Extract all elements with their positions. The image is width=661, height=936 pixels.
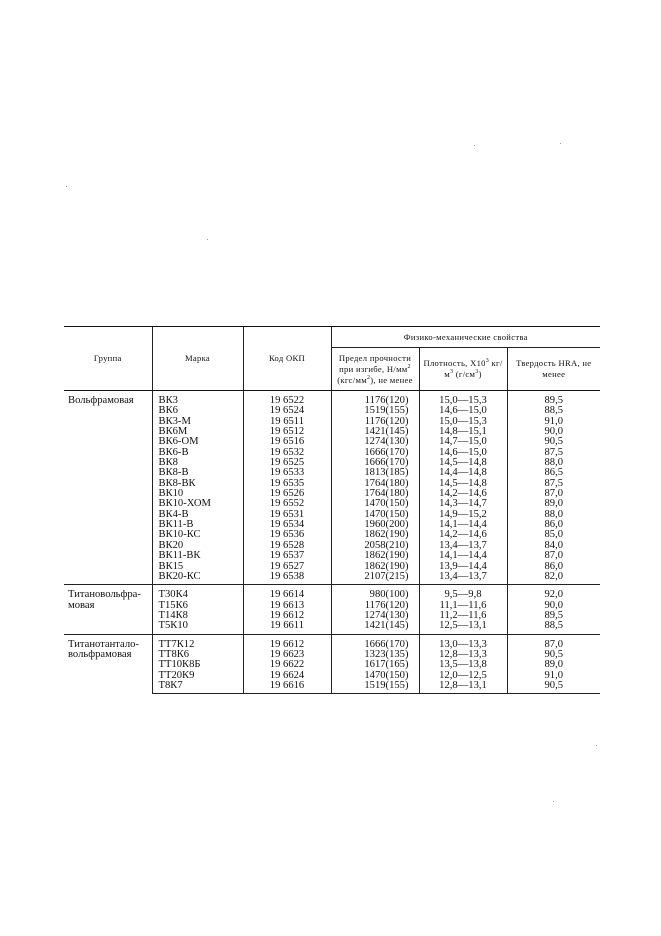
strength-cell: 1274(130) — [331, 437, 419, 447]
strength-cell: 1960(200) — [331, 520, 419, 530]
code-cell: 19 6534 — [243, 520, 331, 530]
density-cell: 14,5—14,8 — [419, 458, 507, 468]
mark-cell: ВК11-В — [152, 520, 243, 530]
density-cell: 12,0—12,5 — [419, 671, 507, 681]
header-code: Код ОКП — [243, 327, 331, 391]
hardness-cell: 90,0 — [507, 601, 600, 611]
code-cell: 19 6623 — [243, 650, 331, 660]
mark-cell: ТТ20К9 — [152, 671, 243, 681]
hardness-cell: 90,5 — [507, 650, 600, 660]
density-cell: 14,2—14,6 — [419, 489, 507, 499]
strength-cell: 2058(210) — [331, 541, 419, 551]
table-header — [64, 327, 600, 391]
code-cell: 19 6552 — [243, 499, 331, 509]
hardness-cell: 88,0 — [507, 458, 600, 468]
mark-cell: ВК6 — [152, 406, 243, 416]
mark-cell: ВК11-ВК — [152, 551, 243, 561]
mark-cell: ВК4-В — [152, 510, 243, 520]
density-cell: 14,9—15,2 — [419, 510, 507, 520]
mark-cell: Т8К7 — [152, 681, 243, 694]
hardness-cell: 87,0 — [507, 634, 600, 650]
hardness-cell: 89,0 — [507, 499, 600, 509]
code-cell: 19 6613 — [243, 601, 331, 611]
hardness-cell: 87,0 — [507, 489, 600, 499]
code-cell: 19 6512 — [243, 427, 331, 437]
code-cell: 19 6616 — [243, 681, 331, 694]
header-mark: Марка — [152, 327, 243, 391]
strength-cell: 1470(150) — [331, 671, 419, 681]
code-cell: 19 6511 — [243, 417, 331, 427]
table-row — [64, 585, 600, 601]
mark-cell: ВК8-ВК — [152, 479, 243, 489]
hardness-cell: 85,0 — [507, 530, 600, 540]
mark-cell: ТТ10К8Б — [152, 660, 243, 670]
hardness-cell: 86,5 — [507, 468, 600, 478]
strength-cell: 2107(215) — [331, 572, 419, 585]
code-cell: 19 6526 — [243, 489, 331, 499]
mark-cell: ВК20 — [152, 541, 243, 551]
mark-cell: Т15К6 — [152, 601, 243, 611]
strength-cell: 1666(170) — [331, 634, 419, 650]
density-cell: 12,8—13,3 — [419, 650, 507, 660]
mark-cell: Т30К4 — [152, 585, 243, 601]
mark-cell: ТТ8К6 — [152, 650, 243, 660]
density-cell: 11,1—11,6 — [419, 601, 507, 611]
hardness-cell: 86,0 — [507, 562, 600, 572]
density-cell: 14,3—14,7 — [419, 499, 507, 509]
header-properties: Физико-механические свойства — [331, 327, 600, 348]
group-name: Вольфрамовая — [68, 395, 134, 406]
scan-speck — [474, 145, 475, 146]
hardness-cell: 88,5 — [507, 621, 600, 634]
code-cell: 19 6522 — [243, 391, 331, 407]
hardness-cell: 87,0 — [507, 551, 600, 561]
header-strength: Предел прочности при изгибе, $Н/мм^2$ $(кгс/мм^2)$, не менее — [331, 348, 419, 391]
row-group — [64, 634, 600, 694]
hardness-cell: 88,0 — [507, 510, 600, 520]
code-cell: 19 6612 — [243, 611, 331, 621]
mark-cell: ВК8-В — [152, 468, 243, 478]
density-cell: 14,4—14,8 — [419, 468, 507, 478]
density-cell: 13,0—13,3 — [419, 634, 507, 650]
header-hardness: Твердость HRA, не менее — [507, 348, 600, 391]
strength-cell: 1176(120) — [331, 417, 419, 427]
mark-cell: ВК10-ХОМ — [152, 499, 243, 509]
strength-cell: 1666(170) — [331, 458, 419, 468]
group-name: Титановольфра-мовая — [64, 585, 152, 634]
strength-cell: 1519(155) — [331, 681, 419, 694]
hardness-cell: 91,0 — [507, 417, 600, 427]
hardness-cell: 82,0 — [507, 572, 600, 585]
strength-cell: 1323(135) — [331, 650, 419, 660]
hardness-cell: 86,0 — [507, 520, 600, 530]
strength-cell: 1666(170) — [331, 448, 419, 458]
density-cell: 14,1—14,4 — [419, 551, 507, 561]
hardness-cell: 89,0 — [507, 660, 600, 670]
code-cell: 19 6614 — [243, 585, 331, 601]
strength-cell: 1862(190) — [331, 562, 419, 572]
row-group — [64, 391, 600, 585]
code-cell: 19 6533 — [243, 468, 331, 478]
density-cell: 14,6—15,0 — [419, 406, 507, 416]
density-cell: 15,0—15,3 — [419, 417, 507, 427]
hardness-cell: 90,0 — [507, 427, 600, 437]
code-cell: 19 6538 — [243, 572, 331, 585]
scan-speck — [207, 239, 208, 240]
mark-cell: ВК3 — [152, 391, 243, 407]
density-cell: 13,5—13,8 — [419, 660, 507, 670]
strength-cell: 1813(185) — [331, 468, 419, 478]
strength-cell: 1470(150) — [331, 510, 419, 520]
hardness-cell: 89,5 — [507, 611, 600, 621]
strength-cell: 1764(180) — [331, 479, 419, 489]
density-cell: 13,4—13,7 — [419, 541, 507, 551]
density-cell: 14,7—15,0 — [419, 437, 507, 447]
strength-cell: 1862(190) — [331, 551, 419, 561]
mark-cell: ВК15 — [152, 562, 243, 572]
hardness-cell: 90,5 — [507, 681, 600, 694]
code-cell: 19 6612 — [243, 634, 331, 650]
scan-speck — [596, 745, 597, 746]
header-group: Группа — [64, 327, 152, 391]
strength-cell: 1764(180) — [331, 489, 419, 499]
density-cell: 15,0—15,3 — [419, 391, 507, 407]
strength-cell: 1421(145) — [331, 427, 419, 437]
mark-cell: ВК6М — [152, 427, 243, 437]
code-cell: 19 6624 — [243, 671, 331, 681]
code-cell: 19 6611 — [243, 621, 331, 634]
code-cell: 19 6537 — [243, 551, 331, 561]
hardness-cell: 87,5 — [507, 479, 600, 489]
hardness-cell: 87,5 — [507, 448, 600, 458]
strength-cell: 1176(120) — [331, 601, 419, 611]
code-cell: 19 6528 — [243, 541, 331, 551]
density-cell: 13,4—13,7 — [419, 572, 507, 585]
hardness-cell: 90,5 — [507, 437, 600, 447]
mark-cell: ВК6-В — [152, 448, 243, 458]
mark-cell: ВК10 — [152, 489, 243, 499]
density-cell: 13,9—14,4 — [419, 562, 507, 572]
scan-speck — [560, 143, 561, 144]
group-name: Титанотантало-вольфрамовая — [64, 634, 152, 694]
strength-cell: 1470(150) — [331, 499, 419, 509]
code-cell: 19 6531 — [243, 510, 331, 520]
mark-cell: Т5К10 — [152, 621, 243, 634]
density-cell: 14,8—15,1 — [419, 427, 507, 437]
table-row — [64, 391, 600, 407]
strength-cell: 980(100) — [331, 585, 419, 601]
properties-table — [64, 326, 600, 694]
code-cell: 19 6524 — [243, 406, 331, 416]
code-cell: 19 6525 — [243, 458, 331, 468]
density-cell: 12,8—13,1 — [419, 681, 507, 694]
mark-cell: ВК6-ОМ — [152, 437, 243, 447]
strength-cell: 1862(190) — [331, 530, 419, 540]
strength-cell: 1176(120) — [331, 391, 419, 407]
mark-cell: ВК3-М — [152, 417, 243, 427]
mark-cell: ВК8 — [152, 458, 243, 468]
density-cell: 14,6—15,0 — [419, 448, 507, 458]
density-cell: 9,5—9,8 — [419, 585, 507, 601]
hardness-cell: 89,5 — [507, 391, 600, 407]
strength-cell: 1421(145) — [331, 621, 419, 634]
density-cell: 11,2—11,6 — [419, 611, 507, 621]
strength-cell: 1617(165) — [331, 660, 419, 670]
row-group — [64, 585, 600, 634]
table-row — [64, 634, 600, 650]
hardness-cell: 88,5 — [507, 406, 600, 416]
code-cell: 19 6516 — [243, 437, 331, 447]
code-cell: 19 6527 — [243, 562, 331, 572]
scan-speck — [66, 186, 67, 187]
code-cell: 19 6535 — [243, 479, 331, 489]
code-cell: 19 6536 — [243, 530, 331, 540]
mark-cell: ТТ7К12 — [152, 634, 243, 650]
hardness-cell: 91,0 — [507, 671, 600, 681]
scan-speck — [553, 801, 554, 802]
density-cell: 12,5—13,1 — [419, 621, 507, 634]
mark-cell: ВК10-КС — [152, 530, 243, 540]
mark-cell: ВК20-КС — [152, 572, 243, 585]
strength-cell: 1519(155) — [331, 406, 419, 416]
strength-cell: 1274(130) — [331, 611, 419, 621]
mark-cell: Т14К8 — [152, 611, 243, 621]
density-cell: 14,5—14,8 — [419, 479, 507, 489]
header-density: Плотность, $X10^3$ $кг/м^3$ $(г/см^3)$ — [419, 348, 507, 391]
code-cell: 19 6622 — [243, 660, 331, 670]
density-cell: 14,1—14,4 — [419, 520, 507, 530]
code-cell: 19 6532 — [243, 448, 331, 458]
density-cell: 14,2—14,6 — [419, 530, 507, 540]
hardness-cell: 84,0 — [507, 541, 600, 551]
hardness-cell: 92,0 — [507, 585, 600, 601]
